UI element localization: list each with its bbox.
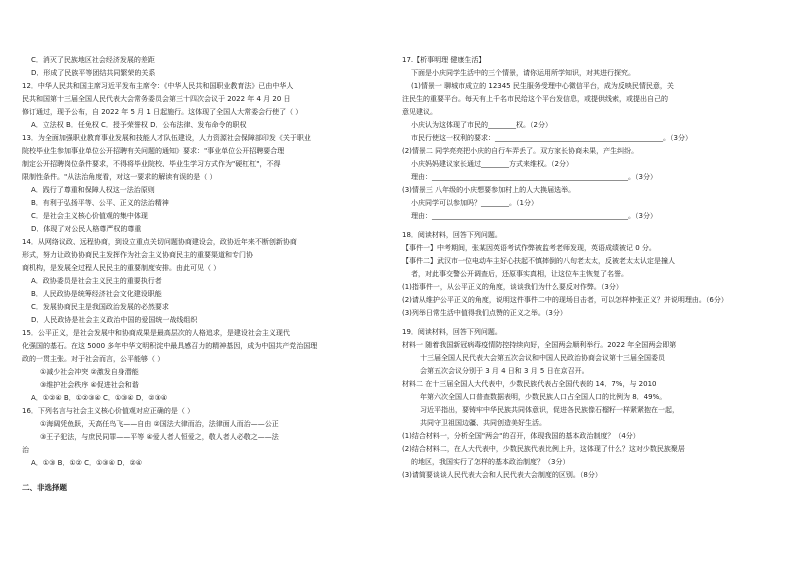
text-line: (3)情景三 八年级的小庆想要参加村上的人大换届选举。 — [402, 186, 576, 194]
text-line: C．消灭了民族地区社会经济发展的差距 — [31, 56, 155, 64]
text-line: 小庆同学可以参加吗？________。（1分） — [411, 199, 538, 207]
text-line: (3)列举日常生活中值得我们点赞的正义之举。（3分） — [402, 309, 567, 317]
text-line: 14．从网络议政、远程协商，到设立重点关切问题协商建设会，政协近年来不断创新协商 — [22, 238, 297, 246]
text-line: 下面是小庆同学生活中的三个情景，请你运用所学知识，对其进行探究。 — [411, 69, 635, 77]
text-line: 治 — [22, 446, 29, 454]
text-line: 化强国的基石。在这 5000 多年中华文明积淀中最具感召力的精神基因，成为中国共产党治国理 — [22, 342, 318, 350]
text-line: 年第六次全国人口普查数据表明，少数民族人口占全国人口的比例为 8．49%。 — [420, 393, 667, 401]
text-line: 小庆认为这体现了市民的________权。（2分） — [411, 121, 552, 129]
text-line: 【事件一】中考期间，张某因英语考试作弊被监考老师发现，英语成绩被记 0 分。 — [402, 244, 656, 252]
text-line: 修订通过，现予公布，自 2022 年 5 月 1 日起施行。这体现了全国人大常委会行使了（ ） — [22, 108, 303, 116]
text-line: (2)请从维护公平正义的角度，说明这件事件二中的现场目击者，可以怎样伸张正义？并说明理由。（6分） — [402, 296, 728, 304]
text-line: 者，对此事交警公开调查后，还原事实真相，让这位车主恢复了名誉。 — [411, 270, 628, 278]
text-line: ①海阔凭鱼跃，天高任鸟飞——自由 ②国法大律而治，法律面人而治——公正 — [40, 420, 279, 428]
text-line: (1)指事件一，从公平正义的角度，谈谈我们为什么要反对作弊。（3分） — [402, 283, 623, 291]
text-line: 共同守卫祖国边疆、共同创造美好生活。 — [420, 419, 546, 427]
text-line: 的地区，我国实行了怎样的基本政治制度？（3分） — [411, 458, 570, 466]
text-line: (2)结合材料二，在人大代表中，少数民族代表比例上升，这体现了什么？这对少数民族聚居 — [402, 445, 685, 453]
text-line: ①减少社会冲突 ②激发自身潜能 — [40, 368, 139, 376]
text-line: 习近平指出，要铸牢中华民族共同体意识，促进各民族像石榴籽一样紧紧抱在一起， — [420, 406, 679, 414]
text-line: 15．公平正义，是社会发展中和协商成果是最高层次的人格追求，是建设社会主义现代 — [22, 329, 290, 337]
text-line: B．人民政协是统筹经济社会文化建设职能 — [31, 290, 162, 298]
text-line: ③维护社会秩序 ④促进社会和谐 — [40, 381, 139, 389]
section-title: 二、非选择题 — [22, 483, 67, 492]
text-line: A．立法权 B．任免权 C．授予荣誉权 D．公布法律、发布命令的职权 — [31, 121, 247, 129]
text-line: 材料一 随着我国新冠病毒疫情防控持续向好，全国两会顺利举行。2022 年全国两会即第 — [402, 341, 677, 349]
text-line: 政的一贯主张。对于社会而言，公平能够（ ） — [22, 355, 165, 363]
text-line: 制定公开招聘岗位条件要求，不得将毕业院校、毕业生学习方式作为"硬杠杠"，不得 — [22, 160, 281, 168]
text-line: 【事件二】武汉市一位电动车主好心扶起不慎摔倒的八旬老太太，反被老太太认定是撞人 — [402, 257, 675, 265]
text-line: D．体现了对公民人格尊严权的尊重 — [31, 225, 142, 233]
text-line: (1)结合材料一，分析全国"两会"的召开，体现我国的基本政治制度？（4分） — [402, 432, 640, 440]
text-line: A．①③ B．①② C．①③④ D．②④ — [31, 459, 143, 467]
text-line: 19．阅读材料，回答下列问题。 — [402, 328, 502, 336]
text-line: 理由：________________________________________________________。（3分） — [411, 173, 657, 181]
text-line: 十三届全国人民代表大会第五次会议和中国人民政治协商会议第十三届全国委员 — [420, 354, 665, 362]
text-line: (3)请简要谈谈人民代表大会和人民代表大会制度的区别。（8分） — [402, 471, 602, 479]
text-line: 17.【析事明理 健康生活】 — [402, 56, 486, 64]
text-line: A．政协委员是社会主义民主的重要执行者 — [31, 277, 162, 285]
text-line: 小庆妈妈建议家长通过________方式来维权。（2分） — [411, 160, 573, 168]
text-line: 意见建议。 — [402, 108, 437, 116]
text-line: D．人民政协是社会主义政治中国的爱国统一战线组织 — [31, 316, 198, 324]
text-line: B．有利于弘扬平等、公平、正义的法治精神 — [31, 199, 169, 207]
text-line: 注民生的重要平台。每天有上千名市民给这个平台发信息，或提供线索，或提出自己的 — [402, 95, 668, 103]
text-line: C．发展协商民主是我国政治发展的必然要求 — [31, 303, 169, 311]
text-line: 院校毕业生参加事业单位公开招聘有关问题的通知》要求："事业单位公开招聘要合理 — [22, 147, 285, 155]
text-line: 会第五次会议分别于 3 月 4 日和 3 月 5 日在京召开。 — [420, 367, 589, 375]
text-line: (1)情景一 聊城市成立的 12345 民生服务受理中心微信平台，成为反映民情民意，关 — [411, 82, 674, 90]
left-column — [22, 54, 382, 494]
text-line: 民共和国第十三届全国人民代表大会常务委员会第三十四次会议于 2022 年 4 月 20 日 — [22, 95, 291, 103]
spacer — [22, 470, 382, 481]
text-line: D．形成了民族平等团结共同繁荣的关系 — [31, 69, 156, 77]
text-line: A．践行了尊重和保障人权这一法治原则 — [31, 186, 155, 194]
text-line: A．①②④ B．①②③④ C．①③④ D．②③④ — [31, 394, 168, 402]
text-line: 限制性条件。"从法治角度看，对这一要求的解读有误的是（ ） — [22, 173, 217, 181]
text-line: 12．中华人民共和国主席习近平发布主席令：《中华人民共和国职业教育法》已由中华人 — [22, 82, 294, 90]
right-column — [402, 54, 774, 482]
text-line: 18．阅读材料，回答下列问题。 — [402, 231, 502, 239]
text-line: 理由：________________________________________________________。（3分） — [411, 212, 657, 220]
text-line: 市民行使这一权利的要求：________________________________________________。（3分） — [411, 134, 692, 142]
text-line: 16．下列名言与社会主义核心价值观对应正确的是（ ） — [22, 407, 195, 415]
text-line: ③王子犯法，与庶民同罪——平等 ④爱人者人恒爱之，敬人者人必敬之——法 — [40, 433, 279, 441]
text-line: 材料二 在十三届全国人大代表中，少数民族代表占全国代表的 14．7%，与 2010 — [402, 380, 657, 388]
text-line: 形式，努力让政协协商民主发挥作为社会主义协商民主的重要渠道和专门协 — [22, 251, 253, 259]
text-line: (2)情景二 同学亮亮把小庆的自行车弄丢了。双方家长协商未果，产生纠纷。 — [402, 147, 639, 155]
text-line: C．是社会主义核心价值观的集中体现 — [31, 212, 148, 220]
text-line: 13．为全面加强职业教育事业发展和技能人才队伍建设，人力资源社会保障部印发《关于职业 — [22, 134, 311, 142]
text-line: 商机构，是发展全过程人民民主的重要制度安排。由此可见（ ） — [22, 264, 221, 272]
